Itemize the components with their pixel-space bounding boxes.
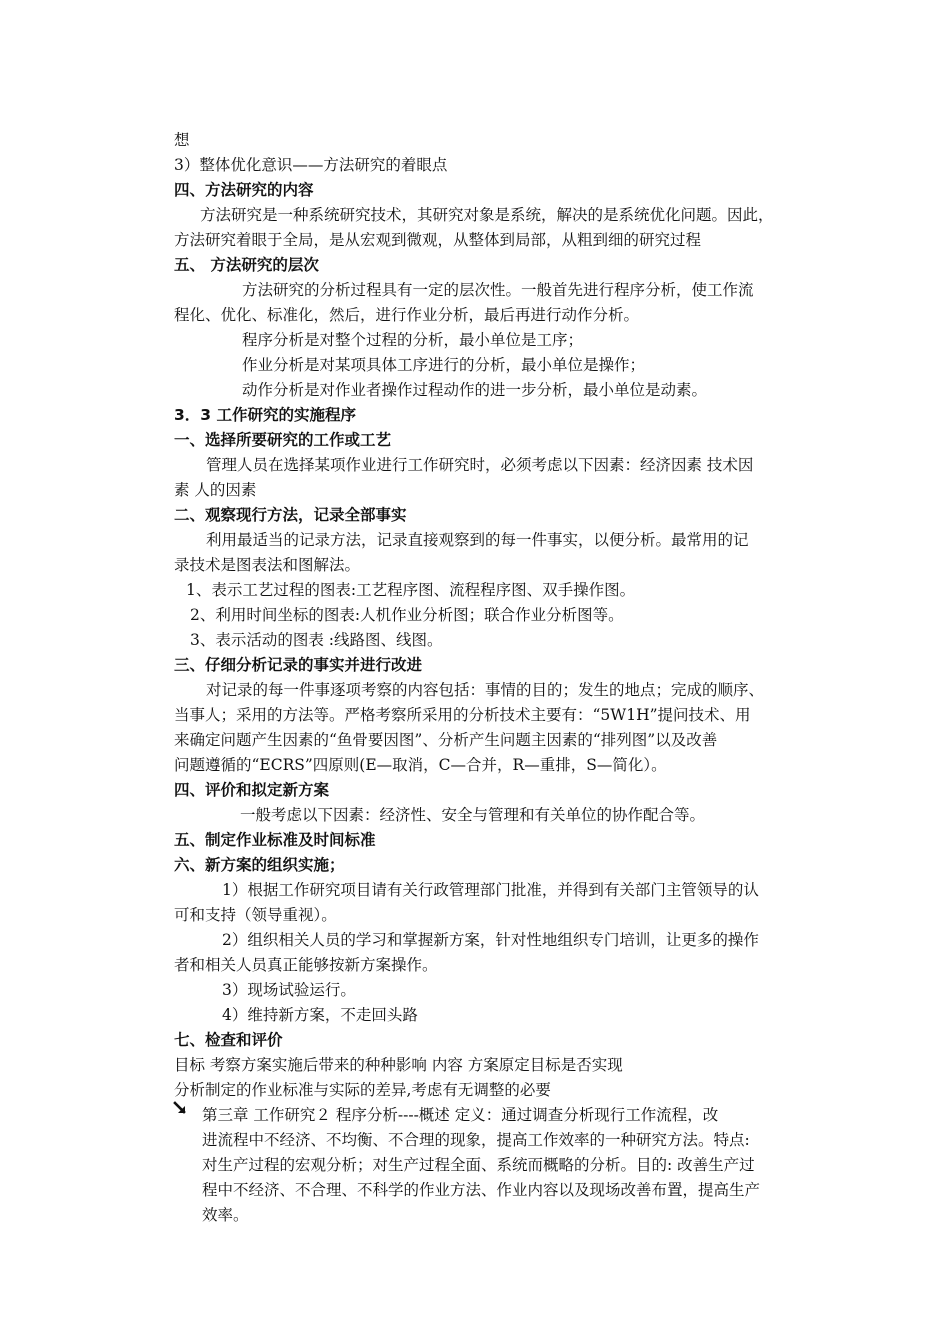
body-text-line: 素 人的因素	[174, 481, 257, 499]
body-text-line: 可和支持（领导重视）。	[174, 906, 337, 924]
body-text-line: 利用最适当的记录方法，记录直接观察到的每一件事实，以便分析。最常用的记	[206, 531, 749, 549]
body-text-line: 对生产过程的宏观分析；对生产过程全面、系统而概略的分析。目的: 改善生产过	[202, 1156, 755, 1174]
body-text-line: 一般考虑以下因素：经济性、安全与管理和有关单位的协作配合等。	[240, 806, 706, 824]
body-text-line: 3）整体优化意识——方法研究的着眼点	[174, 156, 448, 174]
body-text-line: 当事人；采用的方法等。严格考察所采用的分析技术主要有：“5W1H”提问技术、用	[174, 706, 751, 724]
section-heading: 六、新方案的组织实施；	[174, 856, 345, 874]
body-text-line: 问题遵循的“ECRS”四原则(E—取消，C—合并，R—重排，S—简化）。	[174, 756, 667, 774]
body-text-line: 作业分析是对某项具体工序进行的分析，最小单位是操作；	[242, 356, 646, 374]
body-text-line: 分析制定的作业标准与实际的差异,考虑有无调整的必要	[174, 1081, 551, 1099]
body-text-line: 2）组织相关人员的学习和掌握新方案，针对性地组织专门培训，让更多的操作	[222, 931, 759, 949]
body-text-line: 方法研究着眼于全局，是从宏观到微观，从整体到局部，从粗到细的研究过程	[174, 231, 702, 249]
body-text-line: 想	[174, 131, 190, 149]
section-heading: 三、仔细分析记录的事实并进行改进	[174, 656, 423, 674]
body-text-line: 程化、优化、标准化，然后，进行作业分析，最后再进行动作分析。	[174, 306, 640, 324]
body-text-line: 进流程中不经济、不均衡、不合理的现象，提高工作效率的一种研究方法。特点:	[202, 1131, 750, 1149]
body-text-line: 2、利用时间坐标的图表:人机作业分析图；联合作业分析图等。	[190, 606, 624, 624]
section-heading: 四、方法研究的内容	[174, 181, 314, 199]
body-text-line: 方法研究是一种系统研究技术，其研究对象是系统，解决的是系统优化问题。因此，	[200, 206, 774, 224]
body-text-line: 1、表示工艺过程的图表:工艺程序图、流程程序图、双手操作图。	[186, 581, 636, 599]
body-text-line: 对记录的每一件事逐项考察的内容包括：事情的目的；发生的地点；完成的顺序、	[206, 681, 765, 699]
body-text-line: 效率。	[202, 1206, 249, 1224]
body-text-line: 4）维持新方案，不走回头路	[222, 1006, 418, 1024]
section-heading: 3．3 工作研究的实施程序	[174, 406, 356, 424]
section-heading: 七、检查和评价	[174, 1031, 283, 1049]
body-text-line: 来确定问题产生因素的“鱼骨要因图”、分析产生问题主因素的“排列图”以及改善	[174, 731, 718, 749]
arrow-down-right-icon	[172, 1100, 188, 1116]
body-text-line: 录技术是图表法和图解法。	[174, 556, 361, 574]
section-heading: 五、制定作业标准及时间标准	[174, 831, 376, 849]
section-heading: 二、观察现行方法，记录全部事实	[174, 506, 407, 524]
body-text-line: 1）根据工作研究项目请有关行政管理部门批准，并得到有关部门主管领导的认	[222, 881, 759, 899]
section-heading: 五、 方法研究的层次	[174, 256, 319, 274]
body-text-line: 管理人员在选择某项作业进行工作研究时，必须考虑以下因素：经济因素 技术因	[206, 456, 754, 474]
body-text-line: 程序分析是对整个过程的分析，最小单位是工序；	[242, 331, 584, 349]
body-text-line: 方法研究的分析过程具有一定的层次性。一般首先进行程序分析，使工作流	[242, 281, 754, 299]
section-heading: 四、评价和拟定新方案	[174, 781, 330, 799]
body-text-line: 者和相关人员真正能够按新方案操作。	[174, 956, 438, 974]
body-text-line: 第三章 工作研究２ 程序分析----概述 定义：通过调查分析现行工作流程，改	[202, 1106, 719, 1124]
section-heading: 一、选择所要研究的工作或工艺	[174, 431, 392, 449]
body-text-line: 目标 考察方案实施后带来的种种影响 内容 方案原定目标是否实现	[174, 1056, 623, 1074]
body-text-line: 3、表示活动的图表 :线路图、线图。	[190, 631, 443, 649]
body-text-line: 程中不经济、不合理、不科学的作业方法、作业内容以及现场改善布置，提高生产	[202, 1181, 761, 1199]
body-text-line: 动作分析是对作业者操作过程动作的进一步分析，最小单位是动素。	[242, 381, 708, 399]
body-text-line: 3）现场试验运行。	[222, 981, 356, 999]
